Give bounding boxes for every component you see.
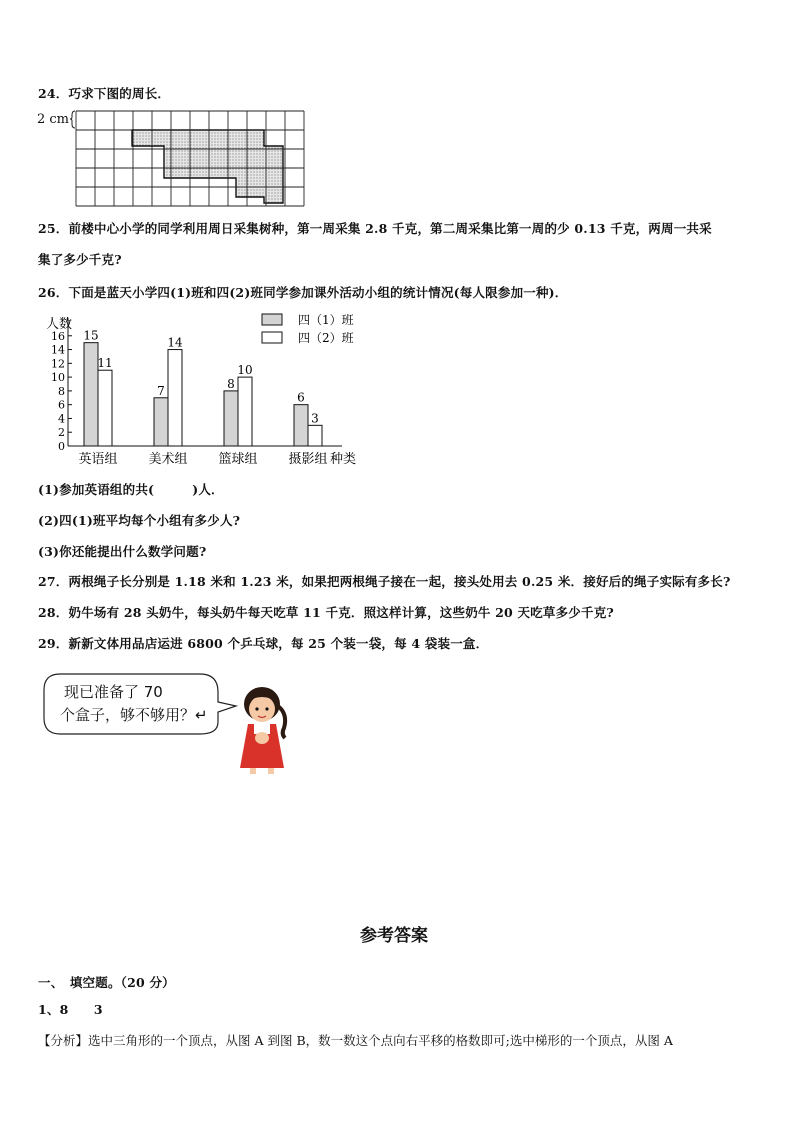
bar-value-label: 3 xyxy=(311,411,319,426)
q29-text: 29．新新文体用品店运进 6800 个乒乓球，每 25 个装一袋，每 4 袋装一盒． xyxy=(38,636,489,651)
q26-sub3: (3)你还能提出什么数学问题? xyxy=(38,544,207,559)
bar-2-3 xyxy=(238,377,252,446)
answer-item-1: 1、8 3 xyxy=(38,1002,103,1017)
bubble-line1: 现已准备了 70 xyxy=(64,683,163,701)
bar-1-3 xyxy=(224,391,238,446)
girl-illustration-icon xyxy=(240,687,285,774)
bar-value-label: 10 xyxy=(237,363,253,378)
x-axis-label: 种类 xyxy=(330,452,357,467)
legend-label: 四（1）班 xyxy=(298,313,354,327)
q26-sub1: (1)参加英语组的共( )人． xyxy=(38,482,224,497)
q27-text: 27．两根绳子长分别是 1.18 米和 1.23 米，如果把两根绳子接在一起，接头处用去 0.25 米．接好后的绳子实际有多长? xyxy=(38,574,731,589)
category-label: 美术组 xyxy=(148,452,188,467)
q26-sub2: (2)四(1)班平均每个小组有多少人? xyxy=(38,513,241,528)
bar-value-label: 6 xyxy=(297,390,305,405)
y-tick-label: 16 xyxy=(51,329,65,343)
bar-1-1 xyxy=(84,343,98,446)
bar-value-label: 7 xyxy=(157,383,165,398)
brace-icon xyxy=(70,111,75,128)
category-label: 篮球组 xyxy=(218,452,258,467)
bar-chart xyxy=(40,308,380,470)
bubble-line2: 个盒子，够不够用？↵ xyxy=(60,706,208,724)
shaded-shape xyxy=(132,130,283,203)
q24-grid-figure xyxy=(70,108,306,208)
q25-line2: 集了多少千克? xyxy=(38,252,122,267)
answers-title: 参考答案 xyxy=(360,926,428,946)
q28-text: 28．奶牛场有 28 头奶牛，每头奶牛每天吃草 11 千克．照这样计算，这些奶牛 20 天吃草多少千克? xyxy=(38,605,614,620)
bar-value-label: 11 xyxy=(97,356,113,371)
bar-1-2 xyxy=(154,398,168,446)
y-tick-label: 14 xyxy=(51,343,65,357)
y-tick-label: 10 xyxy=(51,371,65,385)
y-tick-label: 4 xyxy=(58,412,65,426)
category-label: 摄影组 xyxy=(288,452,328,467)
y-axis-label: 人数 xyxy=(46,317,73,332)
bar-value-label: 8 xyxy=(227,376,235,391)
answers-section-heading: 一、 填空题。（20 分） xyxy=(38,975,175,990)
q24-text: 24．巧求下图的周长． xyxy=(38,86,171,101)
answer-analysis: 【分析】选中三角形的一个顶点，从图 A 到图 B，数一数这个点向右平移的格数即可;选中梯形的一个顶点，从图 A xyxy=(38,1033,673,1048)
category-label: 英语组 xyxy=(78,452,118,467)
legend-label: 四（2）班 xyxy=(298,331,354,345)
legend-swatch xyxy=(262,314,282,325)
bar-2-2 xyxy=(168,350,182,446)
bar-1-4 xyxy=(294,405,308,446)
y-tick-label: 6 xyxy=(58,398,65,412)
y-tick-label: 2 xyxy=(58,426,65,440)
q24-dimension-label: 2 cm xyxy=(37,112,70,127)
q25-line1: 25．前楼中心小学的同学利用周日采集树种，第一周采集 2.8 千克，第二周采集比第一周的少 0.13 千克，两周一共采 xyxy=(38,221,712,236)
bar-2-4 xyxy=(308,425,322,446)
legend-swatch xyxy=(262,332,282,343)
q26-text: 26．下面是蓝天小学四(1)班和四(2)班同学参加课外活动小组的统计情况(每人限参加一种)． xyxy=(38,285,568,300)
bar-value-label: 14 xyxy=(167,335,183,350)
y-tick-label: 0 xyxy=(58,440,65,453)
y-tick-label: 12 xyxy=(51,357,65,371)
bar-2-1 xyxy=(98,370,112,446)
bar-value-label: 15 xyxy=(83,328,99,343)
y-tick-label: 8 xyxy=(58,384,65,398)
